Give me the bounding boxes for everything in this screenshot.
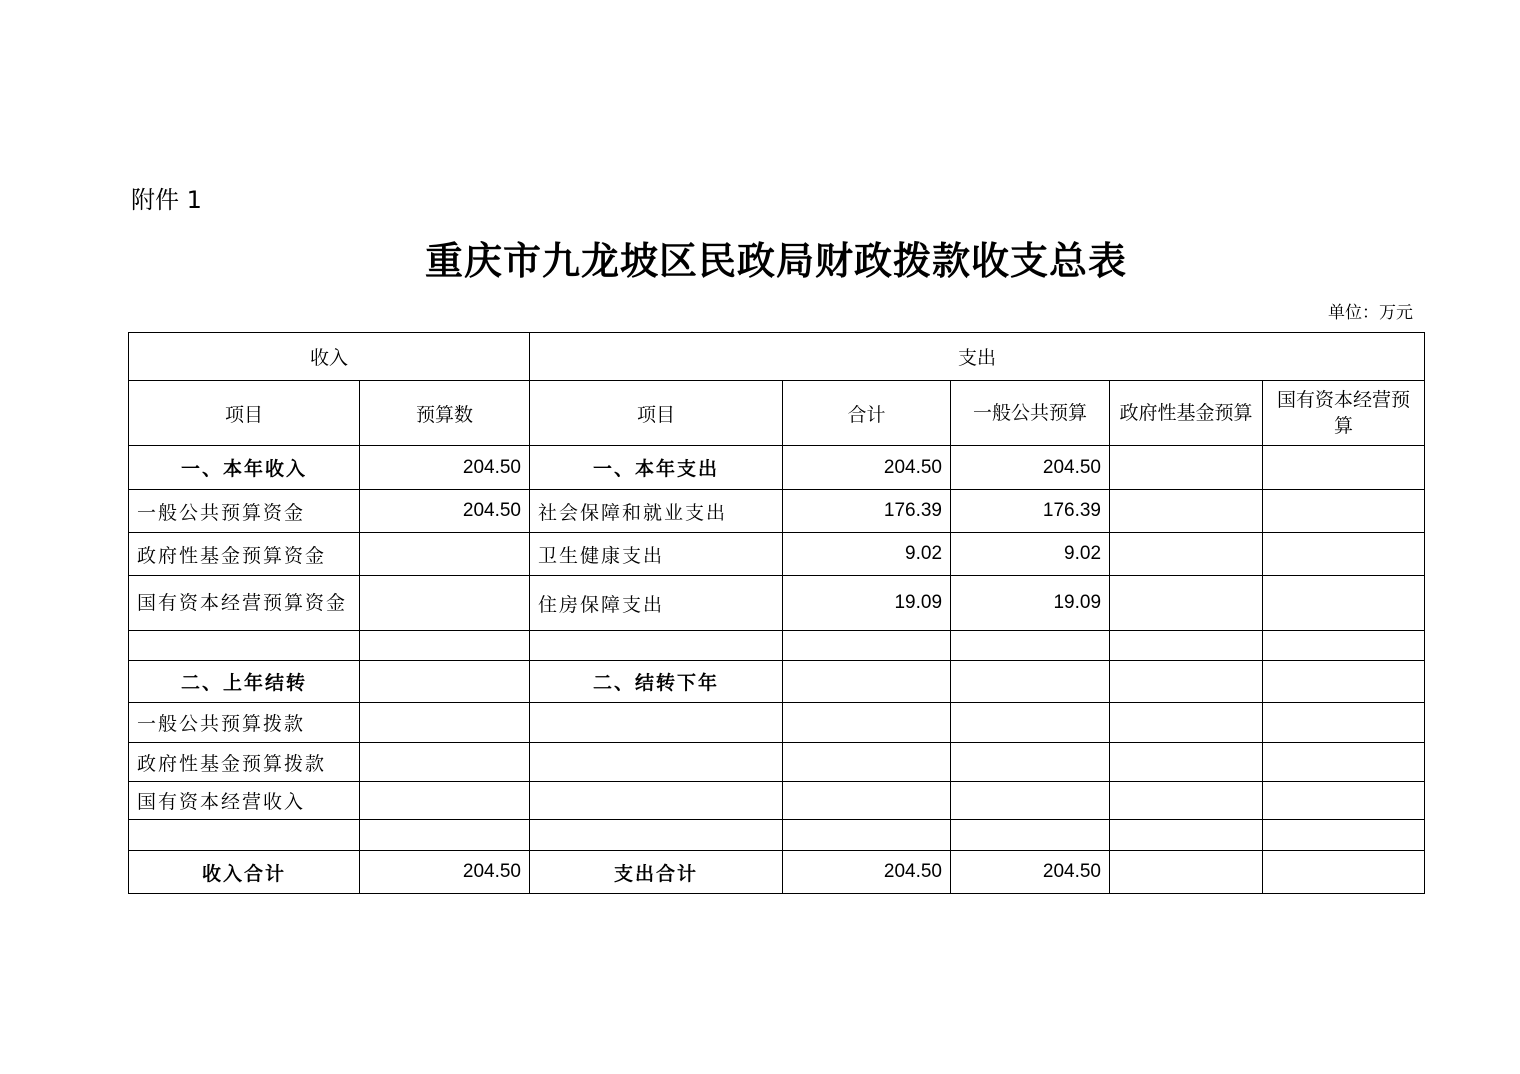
exp-item-cell <box>530 703 783 743</box>
exp-state-capital-cell <box>1263 782 1425 820</box>
attachment-label: 附件 1 <box>131 186 202 214</box>
exp-total-cell <box>783 703 951 743</box>
col-header-exp-gov-fund: 政府性基金预算 <box>1110 381 1263 446</box>
exp-item-cell <box>530 820 783 851</box>
exp-gov-fund-cell <box>1110 820 1263 851</box>
exp-total-label: 支出合计 <box>530 851 783 894</box>
table-row <box>129 820 1425 851</box>
income-budget-cell <box>360 820 530 851</box>
table-row <box>129 782 1425 820</box>
exp-general-cell: 19.09 <box>951 576 1110 631</box>
exp-item-cell: 住房保障支出 <box>530 576 783 631</box>
col-header-exp-total: 合计 <box>783 381 951 446</box>
income-item-cell: 二、上年结转 <box>129 661 360 703</box>
exp-state-capital-cell <box>1263 446 1425 490</box>
exp-total-cell <box>783 743 951 782</box>
unit-label: 单位：万元 <box>1328 303 1413 323</box>
exp-gov-fund-cell <box>1110 490 1263 533</box>
income-item-cell: 国有资本经营预算资金 <box>129 576 360 631</box>
income-budget-cell <box>360 576 530 631</box>
income-budget-cell <box>360 782 530 820</box>
group-header-row <box>129 333 1425 381</box>
exp-state-capital-cell <box>1263 820 1425 851</box>
exp-gov-fund-cell <box>1110 782 1263 820</box>
exp-state-capital-cell <box>1263 490 1425 533</box>
exp-item-cell: 一、本年支出 <box>530 446 783 490</box>
expenditure-group-header: 支出 <box>530 333 1425 381</box>
totals-row <box>129 851 1425 894</box>
exp-general-cell <box>951 703 1110 743</box>
page-title: 重庆市九龙坡区民政局财政拨款收支总表 <box>424 238 1127 283</box>
exp-general-cell <box>951 631 1110 661</box>
exp-gov-fund-cell <box>1110 631 1263 661</box>
exp-total-cell: 19.09 <box>783 576 951 631</box>
exp-total-cell: 176.39 <box>783 490 951 533</box>
exp-item-cell <box>530 631 783 661</box>
income-budget-cell <box>360 661 530 703</box>
budget-summary-table <box>128 332 1425 894</box>
table-row <box>129 490 1425 533</box>
exp-general-cell: 204.50 <box>951 446 1110 490</box>
income-group-header: 收入 <box>129 333 530 381</box>
exp-total-value: 204.50 <box>783 851 951 894</box>
exp-general-cell: 9.02 <box>951 533 1110 576</box>
exp-item-cell <box>530 782 783 820</box>
exp-general-cell <box>951 743 1110 782</box>
income-item-cell: 一般公共预算拨款 <box>129 703 360 743</box>
exp-state-capital-total-value <box>1263 851 1425 894</box>
exp-gov-fund-total-value <box>1110 851 1263 894</box>
col-header-exp-state-capital: 国有资本经营预算 <box>1263 381 1425 446</box>
table-row <box>129 743 1425 782</box>
exp-item-cell: 卫生健康支出 <box>530 533 783 576</box>
income-budget-cell <box>360 743 530 782</box>
table-row <box>129 631 1425 661</box>
exp-item-cell: 社会保障和就业支出 <box>530 490 783 533</box>
income-budget-cell <box>360 631 530 661</box>
exp-general-cell <box>951 782 1110 820</box>
exp-gov-fund-cell <box>1110 446 1263 490</box>
col-header-income-item: 项目 <box>129 381 360 446</box>
exp-total-cell <box>783 631 951 661</box>
exp-item-cell <box>530 743 783 782</box>
income-total-label: 收入合计 <box>129 851 360 894</box>
income-item-cell: 政府性基金预算拨款 <box>129 743 360 782</box>
exp-general-cell <box>951 820 1110 851</box>
exp-state-capital-cell <box>1263 533 1425 576</box>
income-budget-cell: 204.50 <box>360 490 530 533</box>
income-item-cell <box>129 820 360 851</box>
exp-total-cell: 9.02 <box>783 533 951 576</box>
col-header-income-budget: 预算数 <box>360 381 530 446</box>
exp-total-cell: 204.50 <box>783 446 951 490</box>
exp-total-cell <box>783 820 951 851</box>
exp-total-cell <box>783 661 951 703</box>
exp-state-capital-cell <box>1263 661 1425 703</box>
table-row <box>129 576 1425 631</box>
income-budget-cell: 204.50 <box>360 446 530 490</box>
column-header-row <box>129 381 1425 446</box>
col-header-exp-general: 一般公共预算 <box>951 381 1110 446</box>
exp-state-capital-cell <box>1263 703 1425 743</box>
table-row <box>129 446 1425 490</box>
exp-state-capital-cell <box>1263 631 1425 661</box>
exp-gov-fund-cell <box>1110 576 1263 631</box>
income-item-cell <box>129 631 360 661</box>
exp-general-total-value: 204.50 <box>951 851 1110 894</box>
income-budget-cell <box>360 703 530 743</box>
income-item-cell: 一、本年收入 <box>129 446 360 490</box>
income-item-cell: 一般公共预算资金 <box>129 490 360 533</box>
exp-gov-fund-cell <box>1110 743 1263 782</box>
exp-general-cell: 176.39 <box>951 490 1110 533</box>
exp-gov-fund-cell <box>1110 703 1263 743</box>
table-row <box>129 533 1425 576</box>
exp-item-cell: 二、结转下年 <box>530 661 783 703</box>
col-header-exp-item: 项目 <box>530 381 783 446</box>
table-row <box>129 703 1425 743</box>
exp-gov-fund-cell <box>1110 661 1263 703</box>
income-item-cell: 政府性基金预算资金 <box>129 533 360 576</box>
exp-state-capital-cell <box>1263 743 1425 782</box>
income-item-cell: 国有资本经营收入 <box>129 782 360 820</box>
exp-gov-fund-cell <box>1110 533 1263 576</box>
exp-general-cell <box>951 661 1110 703</box>
exp-total-cell <box>783 782 951 820</box>
income-total-value: 204.50 <box>360 851 530 894</box>
table-row <box>129 661 1425 703</box>
income-budget-cell <box>360 533 530 576</box>
exp-state-capital-cell <box>1263 576 1425 631</box>
